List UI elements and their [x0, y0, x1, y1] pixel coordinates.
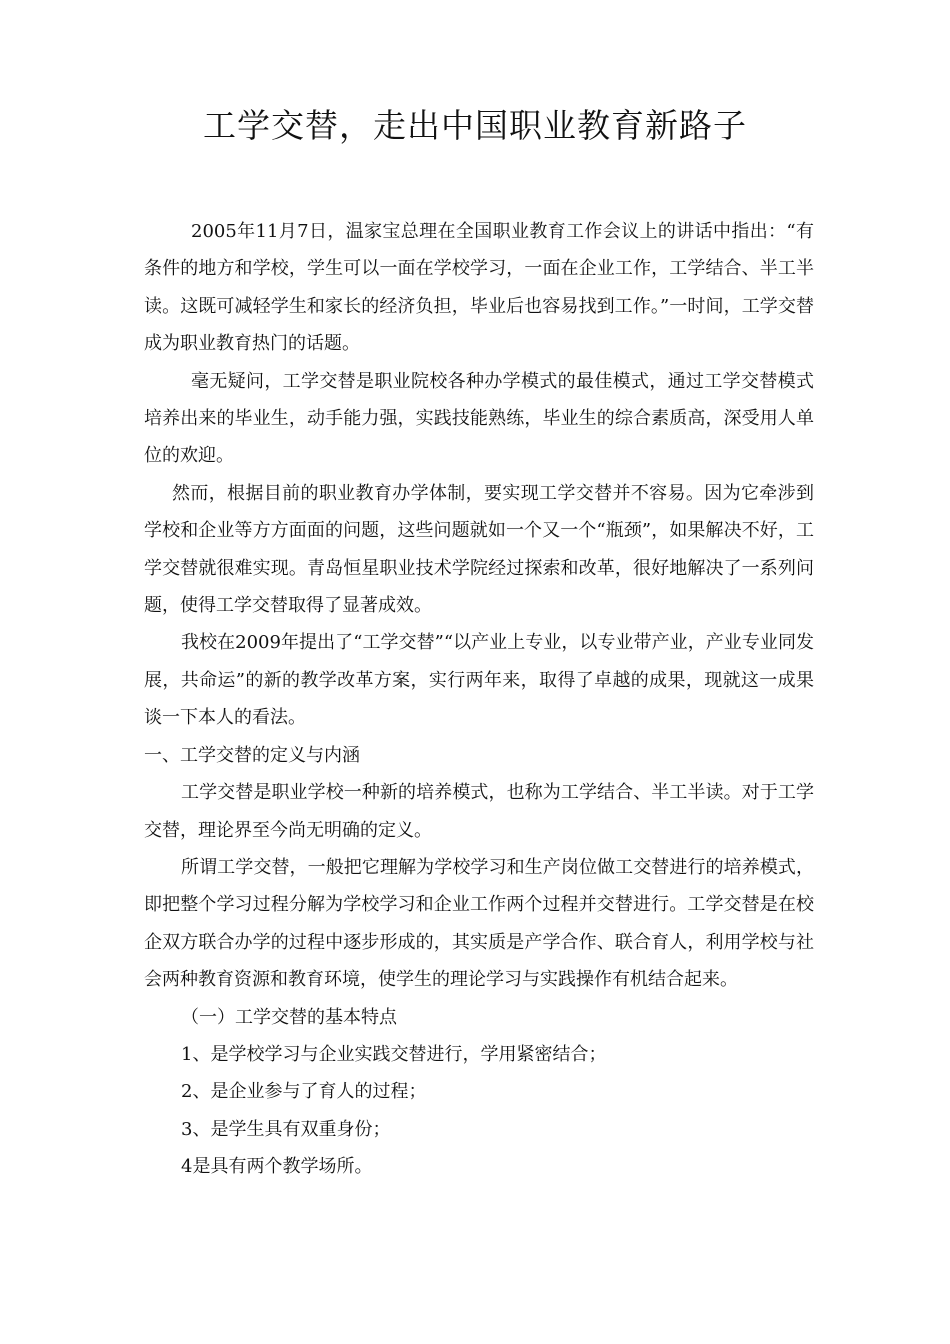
subsection-heading-features: （一）工学交替的基本特点: [181, 1006, 397, 1028]
section-heading-definition: 一、工学交替的定义与内涵: [144, 744, 360, 766]
list-item-feature-4: 4是具有两个教学场所。: [181, 1156, 373, 1178]
document-body: [144, 213, 814, 1186]
paragraph-premier-speech: 2005年11月7日，温家宝总理在全国职业教育工作会议上的讲话中指出：“有条件的地方和学校，学生可以一面在学校学习，一面在企业工作，工学结合、半工半读。这既可减轻学生和家长的经济负担，毕业后也容易找到工作。”一时间，工学交替成为职业教育热门的话题。: [144, 221, 814, 355]
paragraph-definition: 所谓工学交替，一般把它理解为学校学习和生产岗位做工交替进行的培养模式，即把整个学习过程分解为学校学习和企业工作两个过程并交替进行。工学交替是在校企双方联合办学的过程中逐步形成的，其实质是产学合作、联合育人，利用学校与社会两种教育资源和教育环境，使学生的理论学习与实践操作有机结合起来。: [144, 856, 814, 991]
list-item-feature-3: 3、是学生具有双重身份；: [181, 1118, 391, 1140]
list-item-feature-1: 1、是学校学习与企业实践交替进行，学用紧密结合；: [181, 1043, 607, 1065]
paragraph-bottleneck: 然而，根据目前的职业教育办学体制，要实现工学交替并不容易。因为它牵涉到学校和企业等方方面面的问题，这些问题就如一个又一个“瓶颈”，如果解决不好，工学交替就很难实现。青岛恒星职业技术学院经过探索和改革，很好地解决了一系列问题，使得工学交替取得了显著成效。: [144, 482, 814, 617]
document-title: 工学交替，走出中国职业教育新路子: [203, 106, 747, 145]
paragraph-school-reform: 我校在2009年提出了“工学交替”“以产业上专业，以专业带产业，产业专业同发展，共命运”的新的教学改革方案，实行两年来，取得了卓越的成果，现就这一成果谈一下本人的看法。: [144, 632, 814, 729]
paragraph-best-model: 毫无疑问，工学交替是职业院校各种办学模式的最佳模式，通过工学交替模式培养出来的毕业生，动手能力强，实践技能熟练，毕业生的综合素质高，深受用人单位的欢迎。: [144, 370, 814, 467]
list-item-feature-2: 2、是企业参与了育人的过程；: [181, 1081, 427, 1103]
paragraph-training-mode: 工学交替是职业学校一种新的培养模式，也称为工学结合、半工半读。对于工学交替，理论界至今尚无明确的定义。: [144, 782, 814, 841]
